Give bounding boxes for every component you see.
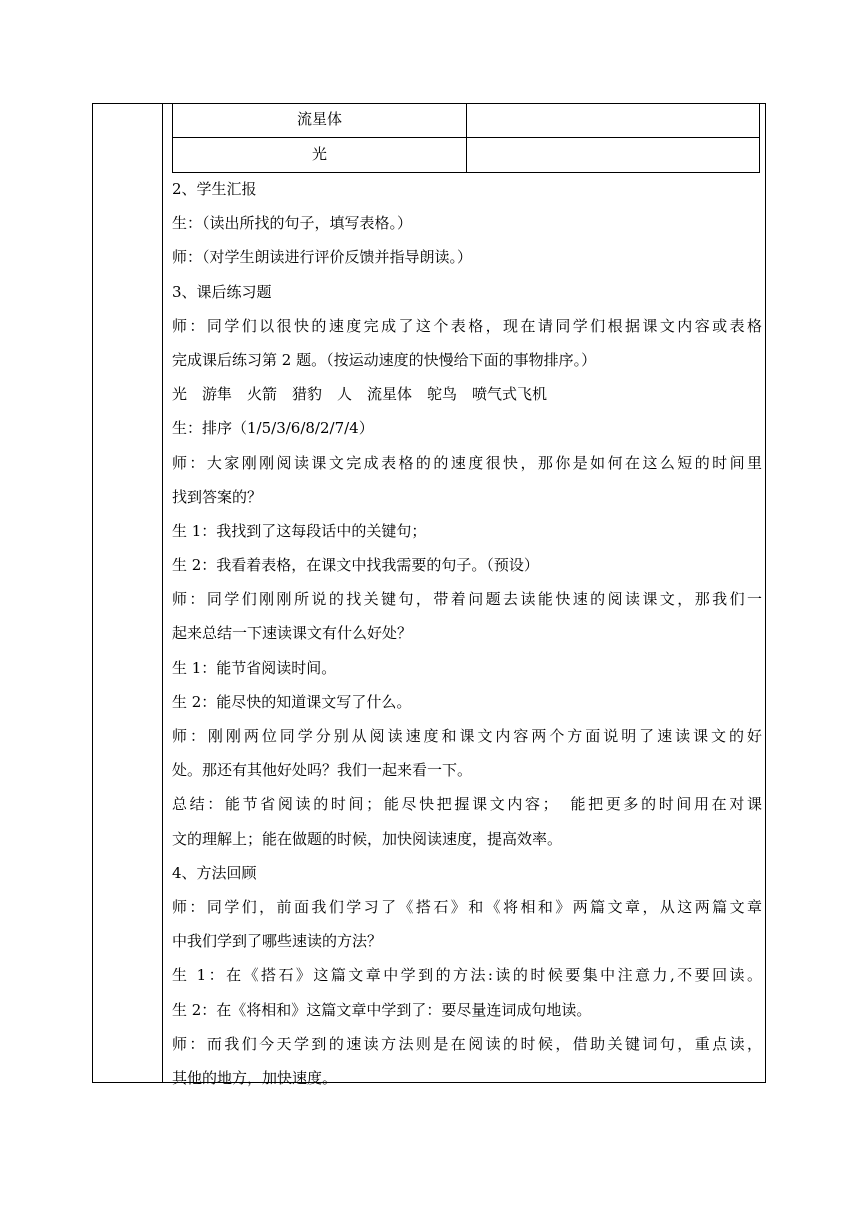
- teacher-line: 师：（对学生朗读进行评价反馈并指导朗读。）: [172, 248, 473, 267]
- teacher-line: 完成课后练习第 2 题。（按运动速度的快慢给下面的事物排序。）: [172, 350, 597, 369]
- table-cell-label: 流星体: [296, 110, 342, 128]
- student-line: 生 2：能尽快的知道课文写了什么。: [172, 692, 412, 711]
- student-line: 生 1：我找到了这每段话中的关键句；: [172, 521, 427, 540]
- teacher-line: 处。那还有其他好处吗？我们一起来看一下。: [172, 761, 473, 780]
- outer-column-divider: [162, 104, 163, 1082]
- table-row: [173, 138, 759, 172]
- teacher-line: 起来总结一下速读课文有什么好处？: [172, 624, 413, 643]
- teacher-line: 中我们学到了哪些速读的方法？: [172, 932, 383, 951]
- teacher-line: 师：同学们刚刚所说的找关键句，带着问题去读能快速的阅读课文，那我们一: [172, 590, 762, 609]
- section-heading: 4、方法回顾: [172, 863, 257, 882]
- teacher-line: 找到答案的？: [172, 487, 263, 506]
- teacher-line: 师：同学们，前面我们学习了《搭石》和《将相和》两篇文章，从这两篇文章: [172, 897, 762, 916]
- lesson-content: [172, 172, 762, 1095]
- section-heading: 2、学生汇报: [172, 180, 257, 198]
- teacher-line: 师：刚刚两位同学分别从阅读速度和课文内容两个方面说明了速读课文的好: [172, 727, 762, 745]
- speed-table: [172, 103, 760, 173]
- student-line: 生 2：我看着表格，在课文中找我需要的句子。（预设）: [172, 556, 539, 575]
- table-cell-value: [466, 138, 759, 172]
- summary-line: 文的理解上；能在做题的时候，加快阅读速度，提高效率。: [172, 829, 563, 848]
- summary-line: 总结：能节省阅读的时间；能尽快把握课文内容； 能把更多的时间用在对课: [172, 795, 762, 814]
- student-line: 生 1：在《搭石》这篇文章中学到的方法:读的时候要集中注意力,不要回读。: [172, 966, 762, 985]
- student-line: 生：排序（1/5/3/6/8/2/7/4）: [172, 419, 374, 438]
- table-cell-value: [466, 103, 759, 137]
- teacher-line: 师：同学们以很快的速度完成了这个表格，现在请同学们根据课文内容或表格: [172, 316, 762, 335]
- student-line: 生 2：在《将相和》这篇文章中学到了：要尽量连词成句地读。: [172, 1000, 592, 1019]
- table-row: [173, 103, 759, 138]
- teacher-line: 师：大家刚刚阅读课文完成表格的的速度很快，那你是如何在这么短的时间里: [172, 453, 762, 472]
- item-list: 光 游隼 火箭 猎豹 人 流星体 鸵鸟 喷气式飞机: [172, 385, 548, 404]
- teacher-line: 其他的地方，加快速度。: [172, 1068, 338, 1087]
- section-heading: 3、课后练习题: [172, 282, 272, 301]
- student-line: 生：（读出所找的句子，填写表格。）: [172, 214, 413, 233]
- teacher-line: 师：而我们今天学到的速读方法则是在阅读的时候，借助关键词句，重点读，: [172, 1034, 762, 1053]
- table-cell-label: 光: [311, 145, 327, 163]
- student-line: 生 1：能节省阅读时间。: [172, 658, 337, 677]
